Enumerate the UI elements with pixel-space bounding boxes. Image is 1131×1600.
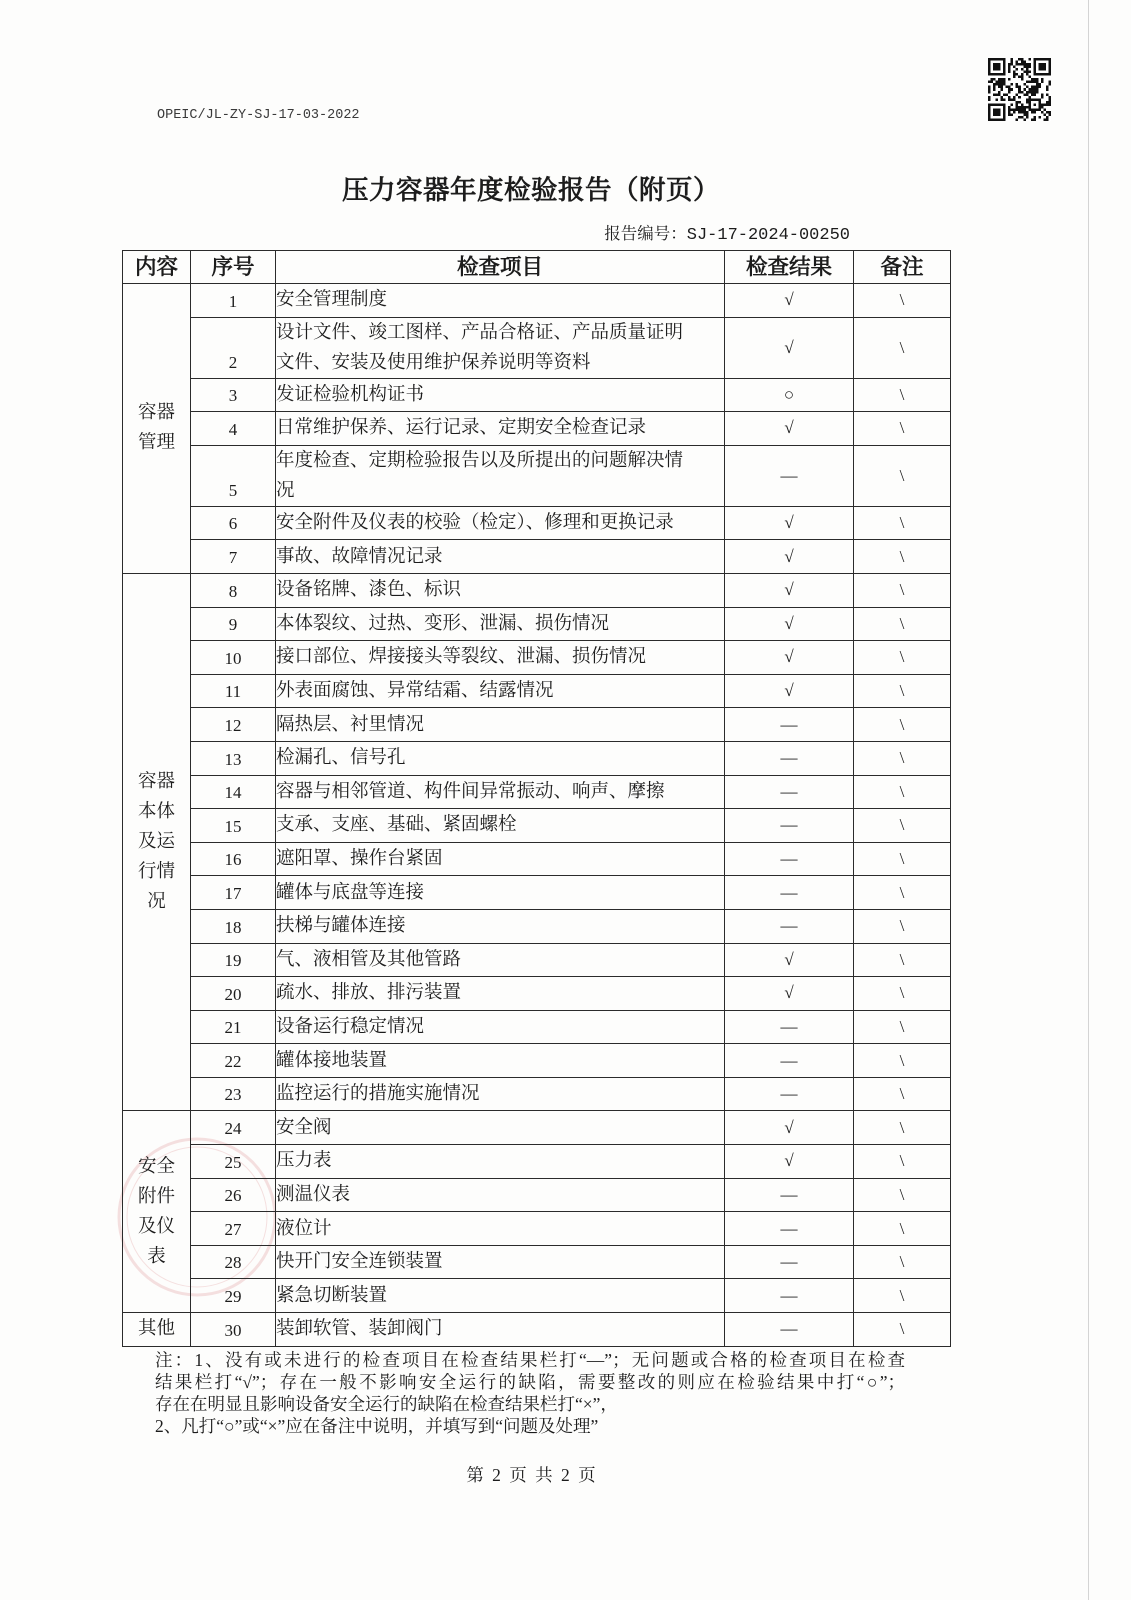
seq-cell: 11 — [191, 674, 276, 708]
table-row — [123, 284, 951, 318]
inspection-table — [122, 250, 951, 1347]
seq-cell: 9 — [191, 607, 276, 641]
seq-cell: 28 — [191, 1245, 276, 1279]
seq-cell: 17 — [191, 876, 276, 910]
table-row — [123, 1111, 951, 1145]
remark-cell: \ — [854, 445, 951, 506]
table-row — [123, 1313, 951, 1347]
result-cell: √ — [725, 607, 854, 641]
column-header-content: 内容 — [123, 251, 191, 284]
seq-cell: 30 — [191, 1313, 276, 1347]
item-text: 气、液相管及其他管路 — [276, 949, 462, 970]
column-header-item: 检查项目 — [276, 251, 725, 284]
item-cell — [276, 708, 725, 742]
seq-cell: 27 — [191, 1212, 276, 1246]
table-row — [123, 1044, 951, 1078]
item-cell — [276, 674, 725, 708]
remark-cell: \ — [854, 741, 951, 775]
item-cell — [276, 1010, 725, 1044]
remark-cell: \ — [854, 1111, 951, 1145]
seq-cell: 6 — [191, 506, 276, 540]
item-cell — [276, 842, 725, 876]
item-text: 设备铭牌、漆色、标识 — [276, 580, 462, 601]
item-cell — [276, 1279, 725, 1313]
result-cell: — — [725, 1245, 854, 1279]
remark-cell: \ — [854, 1077, 951, 1111]
table-row — [123, 842, 951, 876]
result-cell: — — [725, 1077, 854, 1111]
item-text: 年度检查、定期检验报告以及所提出的问题解决情况 — [276, 450, 684, 501]
item-cell — [276, 412, 725, 446]
result-cell: √ — [725, 977, 854, 1011]
result-cell: √ — [725, 540, 854, 574]
item-cell — [276, 1178, 725, 1212]
scan-edge — [1088, 0, 1089, 1600]
seq-cell: 2 — [191, 317, 276, 378]
remark-cell: \ — [854, 607, 951, 641]
item-text: 接口部位、焊接接头等裂纹、泄漏、损伤情况 — [276, 647, 647, 668]
table-row — [123, 1212, 951, 1246]
remark-cell: \ — [854, 708, 951, 742]
remark-cell: \ — [854, 573, 951, 607]
table-header — [123, 251, 951, 284]
result-cell: √ — [725, 1111, 854, 1145]
seq-cell: 10 — [191, 641, 276, 675]
document-code: OPEIC/JL-ZY-SJ-17-03-2022 — [157, 108, 360, 123]
item-text: 罐体与底盘等连接 — [276, 882, 425, 903]
remark-cell: \ — [854, 1245, 951, 1279]
item-cell — [276, 775, 725, 809]
remark-cell: \ — [854, 641, 951, 675]
result-cell: √ — [725, 284, 854, 318]
result-cell: — — [725, 1279, 854, 1313]
remark-cell: \ — [854, 977, 951, 1011]
column-header-remark: 备注 — [854, 251, 951, 284]
item-text: 容器与相邻管道、构件间异常振动、响声、摩擦 — [276, 781, 665, 802]
result-cell: — — [725, 842, 854, 876]
seq-cell: 19 — [191, 943, 276, 977]
table-row — [123, 641, 951, 675]
note-line: 结果栏打“√”；存在一般不影响安全运行的缺陷，需要整改的则应在检验结果中打“○”； — [155, 1372, 905, 1392]
group-label: 容器本体及运行情况 — [137, 772, 175, 913]
seq-cell: 24 — [191, 1111, 276, 1145]
table-row — [123, 317, 951, 378]
item-text: 日常维护保养、运行记录、定期安全检查记录 — [276, 418, 647, 439]
table-row — [123, 741, 951, 775]
table-row — [123, 1245, 951, 1279]
seq-cell: 3 — [191, 378, 276, 412]
seq-cell: 12 — [191, 708, 276, 742]
result-cell: √ — [725, 943, 854, 977]
item-cell — [276, 876, 725, 910]
table-row — [123, 412, 951, 446]
seq-cell: 18 — [191, 909, 276, 943]
remark-cell: \ — [854, 378, 951, 412]
result-cell: √ — [725, 506, 854, 540]
item-text: 罐体接地装置 — [276, 1050, 388, 1071]
result-cell: — — [725, 909, 854, 943]
item-text: 疏水、排放、排污装置 — [276, 983, 462, 1004]
result-cell: √ — [725, 317, 854, 378]
item-text: 安全管理制度 — [276, 290, 388, 311]
table-row — [123, 809, 951, 843]
seq-cell: 7 — [191, 540, 276, 574]
qr-code — [988, 58, 1051, 121]
item-text: 隔热层、衬里情况 — [276, 714, 425, 735]
item-cell — [276, 1313, 725, 1347]
page-title: 压力容器年度检验报告（附页） — [342, 175, 720, 205]
result-cell: — — [725, 876, 854, 910]
result-cell: √ — [725, 412, 854, 446]
column-header-seq: 序号 — [191, 251, 276, 284]
table-row — [123, 1178, 951, 1212]
item-cell — [276, 1212, 725, 1246]
group-label-cell — [123, 573, 191, 1111]
seq-cell: 21 — [191, 1010, 276, 1044]
remark-cell: \ — [854, 842, 951, 876]
inspection-table-body — [123, 284, 951, 1347]
item-cell — [276, 1044, 725, 1078]
remark-cell: \ — [854, 540, 951, 574]
item-text: 设备运行稳定情况 — [276, 1016, 425, 1037]
table-row — [123, 977, 951, 1011]
item-cell — [276, 573, 725, 607]
item-cell — [276, 1145, 725, 1179]
item-text: 扶梯与罐体连接 — [276, 916, 406, 937]
table-row — [123, 506, 951, 540]
group-label-cell — [123, 284, 191, 574]
table-row — [123, 1145, 951, 1179]
table-row — [123, 607, 951, 641]
seq-cell: 22 — [191, 1044, 276, 1078]
result-cell: — — [725, 775, 854, 809]
table-row — [123, 1279, 951, 1313]
table-row — [123, 540, 951, 574]
item-cell — [276, 977, 725, 1011]
group-label: 容器管理 — [137, 403, 175, 454]
item-text: 本体裂纹、过热、变形、泄漏、损伤情况 — [276, 613, 610, 634]
seq-cell: 23 — [191, 1077, 276, 1111]
remark-cell: \ — [854, 1279, 951, 1313]
remark-cell: \ — [854, 943, 951, 977]
remark-cell: \ — [854, 412, 951, 446]
note-line: 2、凡打“○”或“×”应在备注中说明，并填写到“问题及处理” — [155, 1416, 599, 1436]
table-row — [123, 775, 951, 809]
result-cell: — — [725, 809, 854, 843]
remark-cell: \ — [854, 506, 951, 540]
result-cell: — — [725, 1044, 854, 1078]
seq-cell: 25 — [191, 1145, 276, 1179]
group-label: 安全附件及仪表 — [137, 1156, 175, 1267]
notes — [155, 1349, 905, 1437]
table-header-row — [123, 251, 951, 284]
item-text: 测温仪表 — [276, 1184, 351, 1205]
result-cell: — — [725, 741, 854, 775]
item-cell — [276, 1077, 725, 1111]
item-cell — [276, 284, 725, 318]
seq-cell: 1 — [191, 284, 276, 318]
item-text: 紧急切断装置 — [276, 1285, 388, 1306]
item-text: 事故、故障情况记录 — [276, 546, 443, 567]
report-number-value: SJ-17-2024-00250 — [686, 226, 850, 245]
table-row — [123, 674, 951, 708]
result-cell: — — [725, 1212, 854, 1246]
table-row — [123, 378, 951, 412]
result-cell: √ — [725, 641, 854, 675]
seq-cell: 29 — [191, 1279, 276, 1313]
item-text: 装卸软管、装卸阀门 — [276, 1319, 443, 1340]
item-text: 遮阳罩、操作台紧固 — [276, 849, 443, 870]
seq-cell: 13 — [191, 741, 276, 775]
column-header-result: 检查结果 — [725, 251, 854, 284]
seq-cell: 14 — [191, 775, 276, 809]
item-text: 支承、支座、基础、紧固螺栓 — [276, 815, 517, 836]
item-cell — [276, 506, 725, 540]
seq-cell: 20 — [191, 977, 276, 1011]
remark-cell: \ — [854, 674, 951, 708]
item-cell — [276, 540, 725, 574]
seq-cell: 16 — [191, 842, 276, 876]
result-cell: — — [725, 1010, 854, 1044]
result-cell: — — [725, 708, 854, 742]
remark-cell: \ — [854, 809, 951, 843]
item-cell — [276, 943, 725, 977]
item-cell — [276, 445, 725, 506]
note-line: 存在在明显且影响设备安全运行的缺陷在检查结果栏打“×”， — [155, 1394, 618, 1414]
result-cell: √ — [725, 674, 854, 708]
item-cell — [276, 741, 725, 775]
table-row — [123, 1010, 951, 1044]
item-text: 液位计 — [276, 1218, 332, 1239]
item-cell — [276, 317, 725, 378]
item-cell — [276, 1245, 725, 1279]
table-row — [123, 445, 951, 506]
item-text: 安全阀 — [276, 1117, 332, 1138]
item-text: 快开门安全连锁装置 — [276, 1252, 443, 1273]
item-text: 外表面腐蚀、异常结霜、结露情况 — [276, 681, 554, 702]
item-cell — [276, 1111, 725, 1145]
item-cell — [276, 378, 725, 412]
item-cell — [276, 909, 725, 943]
remark-cell: \ — [854, 1313, 951, 1347]
remark-cell: \ — [854, 1178, 951, 1212]
item-text: 监控运行的措施实施情况 — [276, 1084, 480, 1105]
seq-cell: 4 — [191, 412, 276, 446]
item-cell — [276, 641, 725, 675]
page-footer: 第 2 页 共 2 页 — [466, 1465, 598, 1485]
remark-cell: \ — [854, 909, 951, 943]
remark-cell: \ — [854, 1044, 951, 1078]
item-cell — [276, 809, 725, 843]
item-text: 安全附件及仪表的校验（检定）、修理和更换记录 — [276, 513, 674, 534]
result-cell: — — [725, 445, 854, 506]
item-text: 检漏孔、信号孔 — [276, 748, 406, 769]
remark-cell: \ — [854, 775, 951, 809]
seq-cell: 8 — [191, 573, 276, 607]
result-cell: — — [725, 1313, 854, 1347]
item-cell — [276, 607, 725, 641]
remark-cell: \ — [854, 876, 951, 910]
group-label: 其他 — [137, 1319, 175, 1340]
table-row — [123, 708, 951, 742]
result-cell: √ — [725, 1145, 854, 1179]
table-row — [123, 876, 951, 910]
table-row — [123, 909, 951, 943]
result-cell: √ — [725, 573, 854, 607]
item-text: 设计文件、竣工图样、产品合格证、产品质量证明文件、安装及使用维护保养说明等资料 — [276, 322, 684, 373]
remark-cell: \ — [854, 317, 951, 378]
report-number — [604, 223, 850, 247]
table-row — [123, 573, 951, 607]
table-row — [123, 943, 951, 977]
note-line: 注：1、没有或未进行的检查项目在检查结果栏打“—”；无问题或合格的检查项目在检查 — [155, 1350, 905, 1370]
item-text: 压力表 — [276, 1151, 332, 1172]
result-cell: — — [725, 1178, 854, 1212]
seq-cell: 5 — [191, 445, 276, 506]
remark-cell: \ — [854, 1010, 951, 1044]
seq-cell: 26 — [191, 1178, 276, 1212]
table-row — [123, 1077, 951, 1111]
remark-cell: \ — [854, 284, 951, 318]
result-cell: ○ — [725, 378, 854, 412]
remark-cell: \ — [854, 1212, 951, 1246]
item-text: 发证检验机构证书 — [276, 384, 425, 405]
group-label-cell — [123, 1111, 191, 1313]
seq-cell: 15 — [191, 809, 276, 843]
group-label-cell — [123, 1313, 191, 1347]
remark-cell: \ — [854, 1145, 951, 1179]
report-number-label: 报告编号： — [604, 224, 687, 243]
